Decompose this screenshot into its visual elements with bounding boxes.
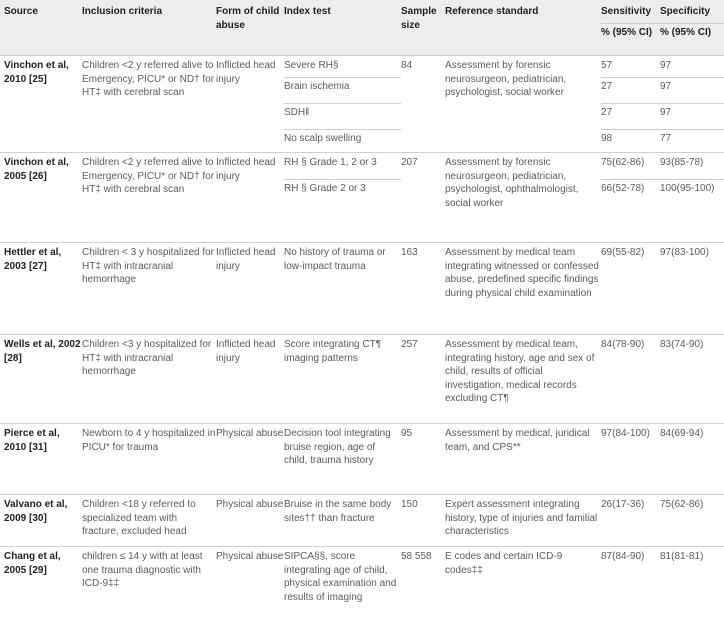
index-test-cell: No history of trauma or low-impact trauma	[284, 243, 401, 335]
specificity-cell: 97	[660, 56, 724, 78]
sensitivity-cell: 27	[601, 104, 660, 130]
header-sensitivity-unit: % (95% CI)	[601, 23, 660, 40]
header-sensitivity-label: Sensitivity	[601, 5, 660, 19]
inclusion-cell: Children <2 y referred alive to Emergency, PICU* or ND† for HT‡ with cerebral scan	[82, 153, 216, 243]
header-reference: Reference standard	[445, 0, 601, 56]
index-test-cell: No scalp swelling	[284, 130, 401, 153]
table-header	[0, 0, 724, 56]
index-test-cell: RH § Grade 1, 2 or 3	[284, 153, 401, 180]
sample-size-cell: 257	[401, 335, 445, 424]
sensitivity-cell: 57	[601, 56, 660, 78]
index-test-cell: SDH‖	[284, 104, 401, 130]
index-test-cell: SIPCA§§, score integrating age of child, physical examination and results of imaging	[284, 547, 401, 618]
header-source: Source	[0, 0, 82, 56]
source-cell: Valvano et al, 2009 [30]	[0, 495, 82, 547]
source-cell: Wells et al, 2002 [28]	[0, 335, 82, 424]
table-body	[0, 56, 724, 618]
reference-cell: Assessment by forensic neurosurgeon, pediatrician, psychologist, social worker	[445, 56, 601, 153]
specificity-cell: 84(69-94)	[660, 424, 724, 495]
reference-cell: Assessment by forensic neurosurgeon, pediatrician, psychologist, ophthalmologist, social worker	[445, 153, 601, 243]
reference-cell: Assessment by medical team integrating witnessed or confessed abuse, predefined specific findings during physical child examination	[445, 243, 601, 335]
sample-size-cell: 163	[401, 243, 445, 335]
table-row	[0, 56, 724, 78]
header-sample: Sample size	[401, 0, 445, 56]
index-test-cell: RH § Grade 2 or 3	[284, 180, 401, 243]
index-test-cell: Brain ischemia	[284, 78, 401, 104]
sample-size-cell: 95	[401, 424, 445, 495]
sample-size-cell: 84	[401, 56, 445, 153]
table-row	[0, 495, 724, 547]
source-cell: Pierce et al, 2010 [31]	[0, 424, 82, 495]
index-test-cell: Decision tool integrating bruise region, age of child, trauma history	[284, 424, 401, 495]
sensitivity-cell: 27	[601, 78, 660, 104]
header-sensitivity	[601, 0, 660, 56]
specificity-cell: 97	[660, 78, 724, 104]
specificity-cell: 81(81-81)	[660, 547, 724, 618]
inclusion-cell: Children <3 y hospitalized for HT‡ with intracranial hemorrhage	[82, 335, 216, 424]
header-specificity-unit: % (95% CI)	[660, 23, 724, 40]
specificity-cell: 77	[660, 130, 724, 153]
source-cell: Chang et al, 2005 [29]	[0, 547, 82, 618]
sensitivity-cell: 75(62-86)	[601, 153, 660, 180]
specificity-cell: 83(74-90)	[660, 335, 724, 424]
form-cell: Inflicted head injury	[216, 243, 284, 335]
form-cell: Physical abuse	[216, 547, 284, 618]
header-index: Index test	[284, 0, 401, 56]
header-specificity	[660, 0, 724, 56]
specificity-cell: 97(83-100)	[660, 243, 724, 335]
sample-size-cell: 58 558	[401, 547, 445, 618]
table-row	[0, 153, 724, 180]
specificity-cell: 93(85-78)	[660, 153, 724, 180]
reference-cell: Assessment by medical team, integrating history, age and sex of child, results of official investigation, medical records excluding CT¶	[445, 335, 601, 424]
specificity-cell: 75(62-86)	[660, 495, 724, 547]
sensitivity-cell: 66(52-78)	[601, 180, 660, 243]
sensitivity-cell: 26(17-36)	[601, 495, 660, 547]
form-cell: Physical abuse	[216, 495, 284, 547]
inclusion-cell: Newborn to 4 y hospitalized in PICU* for trauma	[82, 424, 216, 495]
sensitivity-cell: 87(84-90)	[601, 547, 660, 618]
table-row	[0, 547, 724, 618]
index-test-cell: Bruise in the same body sites†† than fracture	[284, 495, 401, 547]
source-cell: Vinchon et al, 2010 [25]	[0, 56, 82, 153]
inclusion-cell: Children <2 y referred alive to Emergency, PICU* or ND† for HT‡ with cerebral scan	[82, 56, 216, 153]
specificity-cell: 100(95-100)	[660, 180, 724, 243]
specificity-cell: 97	[660, 104, 724, 130]
table-row	[0, 424, 724, 495]
form-cell: Physical abuse	[216, 424, 284, 495]
reference-cell: Expert assessment integrating history, type of injuries and familial characteristics	[445, 495, 601, 547]
form-cell: Inflicted head injury	[216, 153, 284, 243]
reference-cell: Assessment by medical, juridical team, and CPS**	[445, 424, 601, 495]
source-cell: Hettler et al, 2003 [27]	[0, 243, 82, 335]
sensitivity-cell: 98	[601, 130, 660, 153]
index-test-cell: Score integrating CT¶ imaging patterns	[284, 335, 401, 424]
header-specificity-label: Specificity	[660, 5, 724, 19]
inclusion-cell: Children <18 y referred to specialized team with fracture, excluded head	[82, 495, 216, 547]
header-form: Form of child abuse	[216, 0, 284, 56]
table-row	[0, 335, 724, 424]
reference-cell: E codes and certain ICD-9 codes‡‡	[445, 547, 601, 618]
inclusion-cell: Children < 3 y hospitalized for HT‡ with intracranial hemorrhage	[82, 243, 216, 335]
header-inclusion: Inclusion criteria	[82, 0, 216, 56]
source-cell: Vinchon et al, 2005 [26]	[0, 153, 82, 243]
inclusion-cell: children ≤ 14 y with at least one trauma diagnostic with ICD-9‡‡	[82, 547, 216, 618]
sensitivity-cell: 84(78-90)	[601, 335, 660, 424]
index-test-cell: Severe RH§	[284, 56, 401, 78]
form-cell: Inflicted head injury	[216, 335, 284, 424]
table-row	[0, 243, 724, 335]
form-cell: Inflicted head injury	[216, 56, 284, 153]
sensitivity-cell: 69(55-82)	[601, 243, 660, 335]
sensitivity-cell: 97(84-100)	[601, 424, 660, 495]
sample-size-cell: 150	[401, 495, 445, 547]
sample-size-cell: 207	[401, 153, 445, 243]
